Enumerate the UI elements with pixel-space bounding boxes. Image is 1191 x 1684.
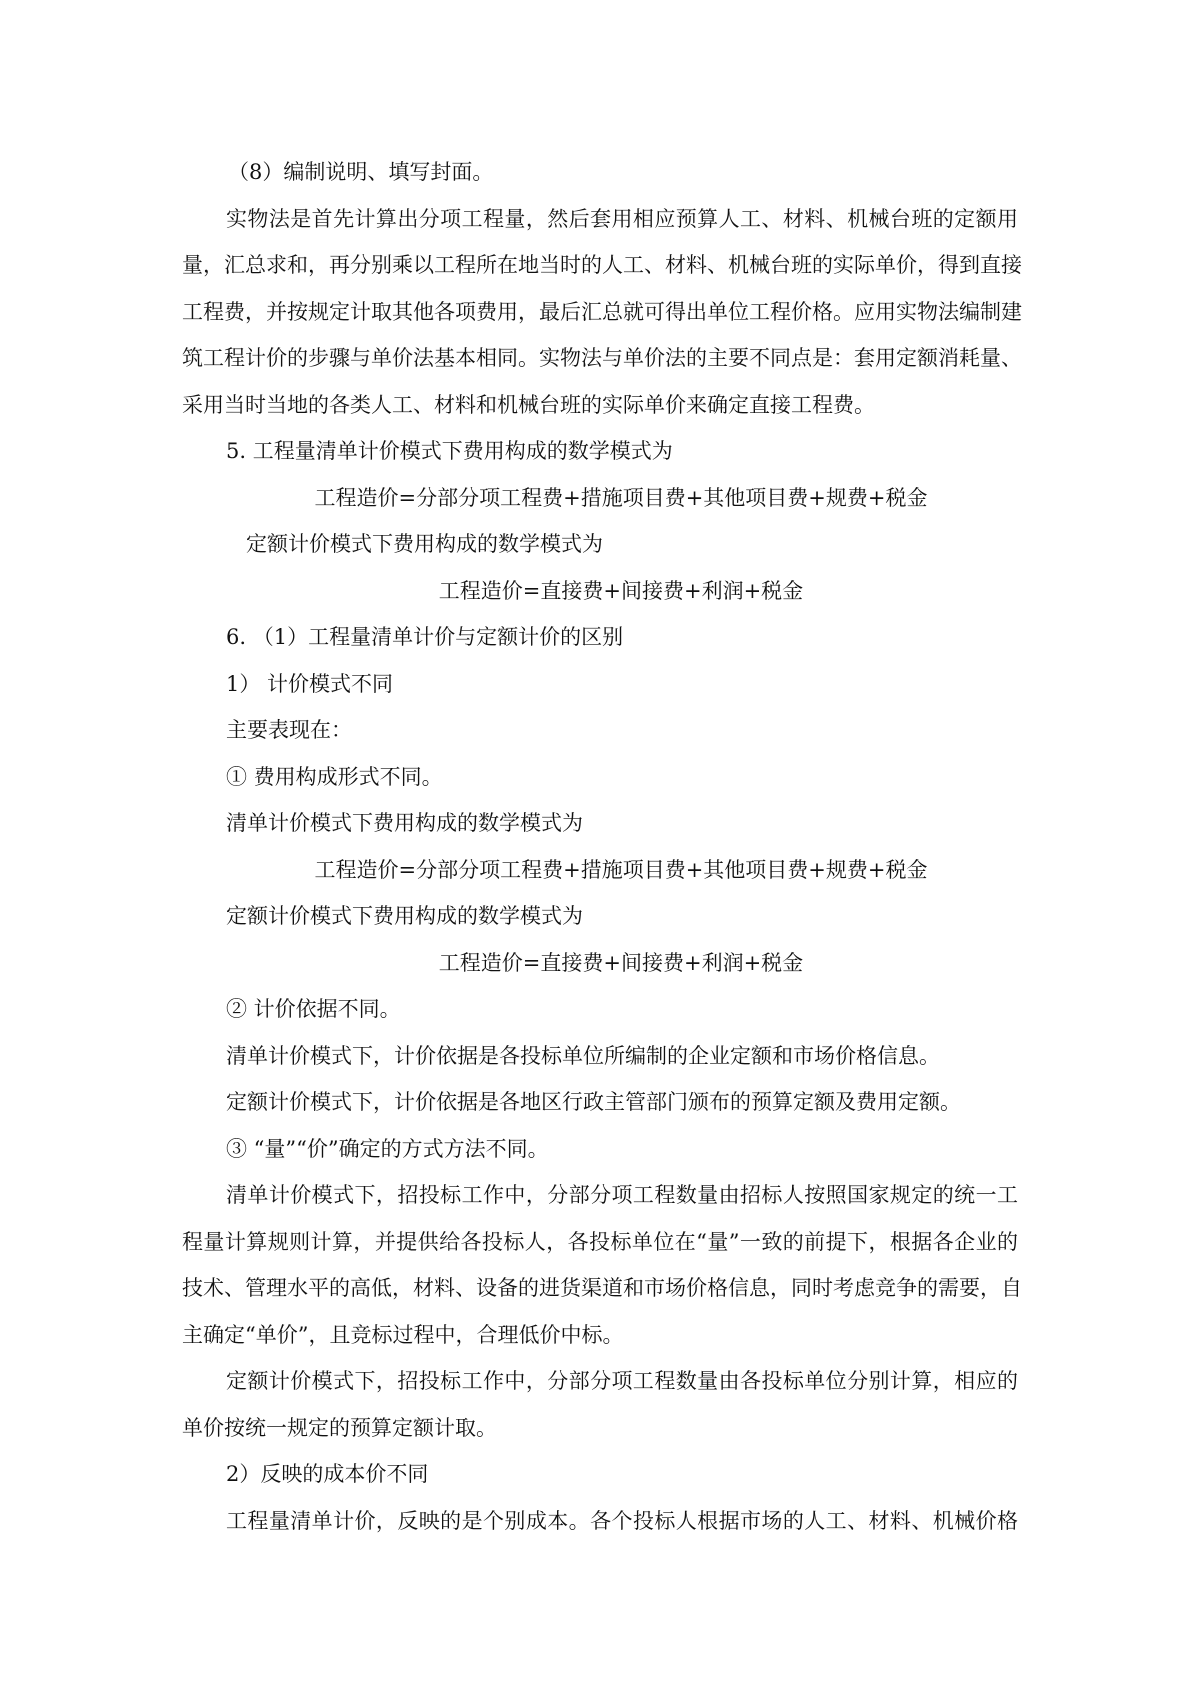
formula-line: 工程造价=分部分项工程费+措施项目费+其他项目费+规费+税金 <box>314 485 928 510</box>
paragraph-line: 定额计价模式下费用构成的数学模式为 <box>246 532 603 556</box>
section-5-heading: 5. 工程量清单计价模式下费用构成的数学模式为 <box>226 439 673 463</box>
paragraph-line: 清单计价模式下费用构成的数学模式为 <box>226 811 583 835</box>
formula-line: 工程造价=直接费+间接费+利润+税金 <box>438 578 804 603</box>
paragraph-line: 定额计价模式下费用构成的数学模式为 <box>226 904 583 928</box>
paragraph-line: 工程量清单计价，反映的是个别成本。各个投标人根据市场的人工、材料、机械价格 <box>226 1508 1018 1533</box>
subheading-line: 1） 计价模式不同 <box>226 671 394 696</box>
paragraph-line: 技术、管理水平的高低，材料、设备的进货渠道和市场价格信息，同时考虑竞争的需要，自 <box>182 1276 1022 1300</box>
step-8-line: （8）编制说明、填写封面。 <box>228 160 494 184</box>
paragraph-line: 采用当时当地的各类人工、材料和机械台班的实际单价来确定直接工程费。 <box>182 392 875 417</box>
formula-line: 工程造价=直接费+间接费+利润+税金 <box>438 950 804 975</box>
paragraph-line: 程量计算规则计算，并提供给各投标人，各投标单位在“量”一致的前提下，根据各企业的 <box>182 1229 1018 1254</box>
subheading-line: 2）反映的成本价不同 <box>226 1462 429 1486</box>
paragraph-line: 筑工程计价的步骤与单价法基本相同。实物法与单价法的主要不同点是：套用定额消耗量、 <box>182 346 1022 370</box>
paragraph-line: 定额计价模式下，计价依据是各地区行政主管部门颁布的预算定额及费用定额。 <box>226 1090 961 1114</box>
list-item-2: ② 计价依据不同。 <box>226 997 401 1021</box>
formula-line: 工程造价=分部分项工程费+措施项目费+其他项目费+规费+税金 <box>314 857 928 882</box>
list-item-1: ① 费用构成形式不同。 <box>226 764 443 789</box>
paragraph-line: 量，汇总求和，再分别乘以工程所在地当时的人工、材料、机械台班的实际单价，得到直接 <box>182 253 1022 277</box>
list-item-3: ③ “量”“价”确定的方式方法不同。 <box>226 1136 549 1161</box>
paragraph-line: 单价按统一规定的预算定额计取。 <box>182 1415 497 1440</box>
section-6-heading: 6. （1）工程量清单计价与定额计价的区别 <box>226 625 624 649</box>
paragraph-line: 主确定“单价”，且竞标过程中，合理低价中标。 <box>182 1322 624 1347</box>
paragraph-line: 清单计价模式下，招投标工作中，分部分项工程数量由招标人按照国家规定的统一工 <box>226 1183 1018 1207</box>
paragraph-line: 工程费，并按规定计取其他各项费用，最后汇总就可得出单位工程价格。应用实物法编制建 <box>182 299 1022 324</box>
document-body <box>182 149 1022 1544</box>
paragraph-line: 实物法是首先计算出分项工程量，然后套用相应预算人工、材料、机械台班的定额用 <box>226 206 1018 231</box>
paragraph-line: 主要表现在： <box>226 718 352 742</box>
paragraph-line: 定额计价模式下，招投标工作中，分部分项工程数量由各投标单位分别计算，相应的 <box>226 1369 1018 1393</box>
paragraph-line: 清单计价模式下，计价依据是各投标单位所编制的企业定额和市场价格信息。 <box>226 1043 940 1068</box>
